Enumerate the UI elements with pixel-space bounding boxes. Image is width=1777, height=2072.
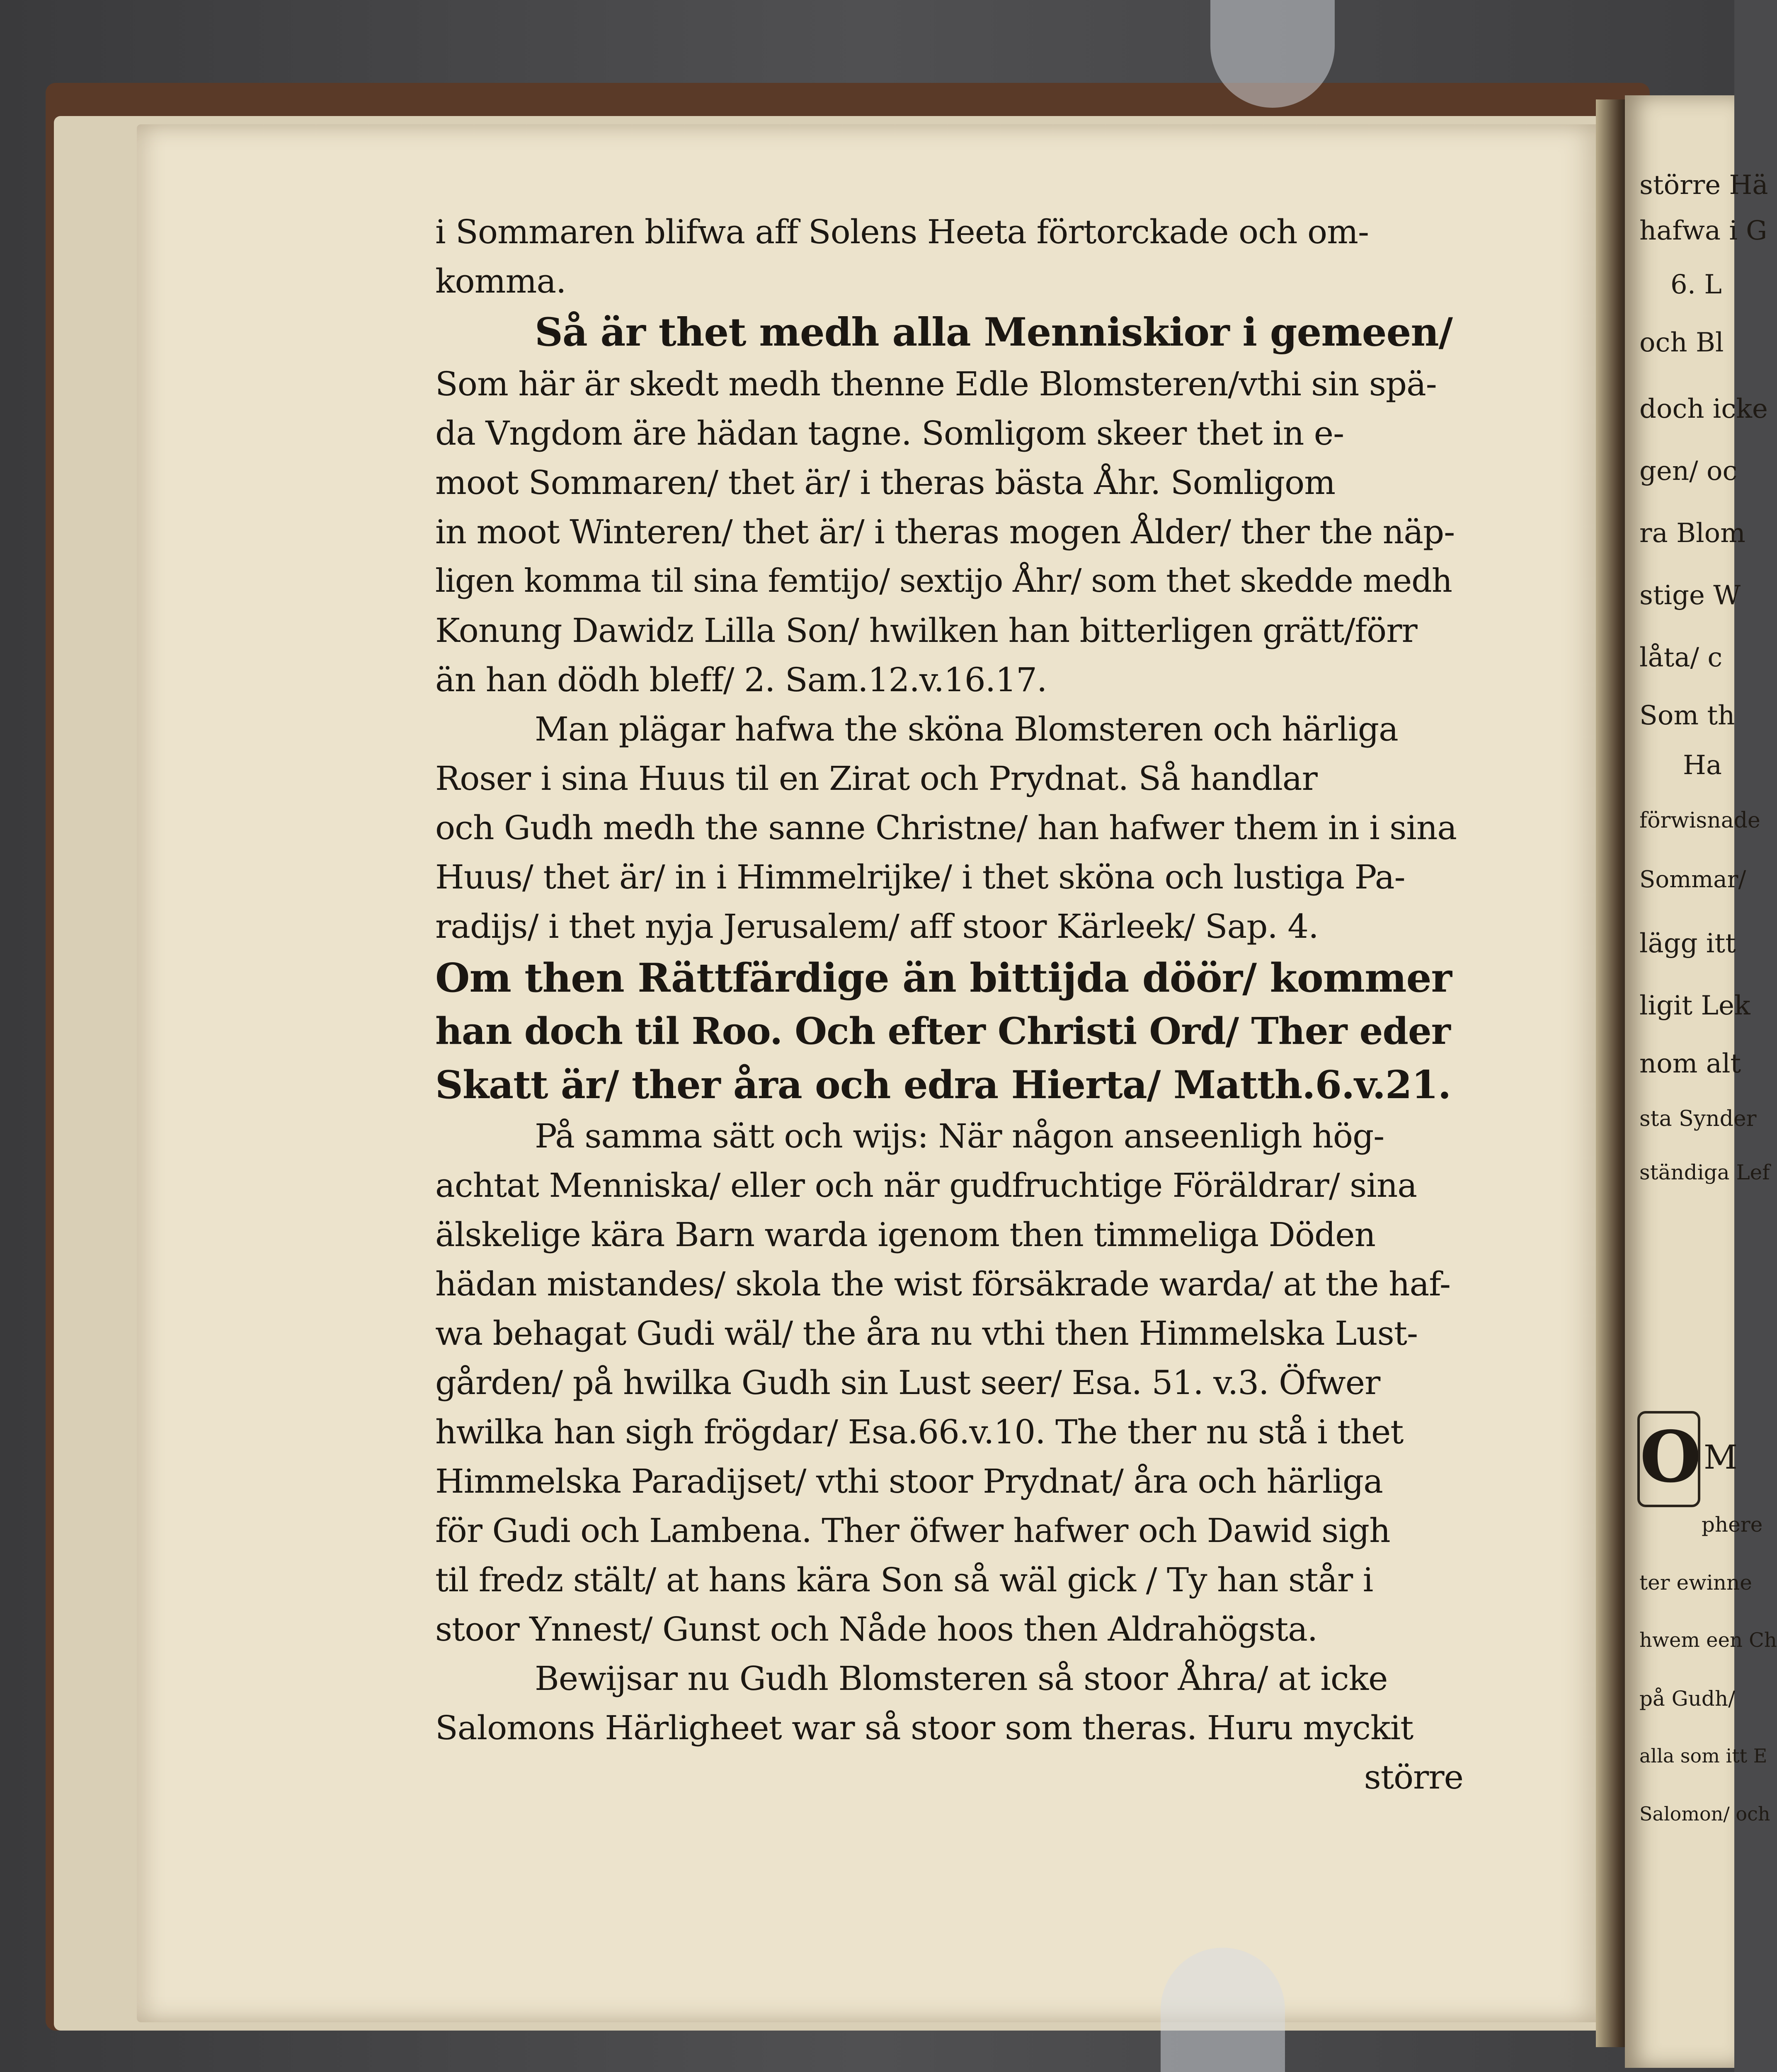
right-page-fragment: M [1704,1438,1738,1477]
text-line: han doch til Roo. Och efter Christi Ord/ Ther eder [435,1009,1450,1053]
text-line: gården/ på hwilka Gudh sin Lust seer/ Esa. 51. v.3. Öfwer [435,1363,1380,1402]
right-page-fragment: ligit Lek [1639,990,1750,1021]
catchword: större [1364,1758,1463,1796]
right-page-fragment: hafwa i G [1639,215,1767,246]
text-line: Roser i sina Huus til en Zirat och Prydnat. Så handlar [435,759,1317,798]
text-line: moot Sommaren/ thet är/ i theras bästa Åhr. Somligom [435,463,1336,502]
right-page-fragment: på Gudh/ [1639,1687,1735,1711]
right-page-fragment: stige W [1639,580,1741,611]
right-page-fragment: och Bl [1639,327,1724,358]
right-page-fragment: alla som itt E [1639,1745,1767,1767]
right-page-fragment: låta/ c [1639,642,1723,673]
right-page-fragment: Salomon/ och [1639,1803,1770,1825]
right-page-fragment: 6. L [1670,269,1722,300]
text-line: än han dödh bleff/ 2. Sam.12.v.16.17. [435,661,1047,699]
text-line: och Gudh medh the sanne Christne/ han hafwer them in i sina [435,808,1457,847]
right-page-fragment: nom alt [1639,1048,1741,1079]
text-line: Så är thet medh alla Menniskior i gemeen/ [535,310,1453,355]
text-line: stoor Ynnest/ Gunst och Nåde hoos then Aldrahögsta. [435,1610,1318,1648]
book-gutter [1596,99,1629,2047]
right-page-fragment: ter ewinne [1639,1571,1752,1595]
right-page-fragment: doch icke [1639,394,1768,424]
text-line: achtat Menniska/ eller och när gudfruchtige Föräldrar/ sina [435,1166,1417,1205]
right-page-fragment: sta Synder [1639,1106,1757,1131]
right-page-fragment: Sommar/ [1639,866,1746,893]
text-line: hädan mistandes/ skola the wist försäkrade warda/ at the haf- [435,1265,1451,1303]
text-line: Man plägar hafwa the sköna Blomsteren och härliga [535,710,1398,748]
text-line: Salomons Härligheet war så stoor som theras. Huru myckit [435,1709,1413,1747]
text-line: Skatt är/ ther åra och edra Hierta/ Matth.6.v.21. [435,1062,1451,1107]
right-page-fragment: Ha [1683,750,1722,781]
text-line: Himmelska Paradijset/ vthi stoor Prydnat/ åra och härliga [435,1462,1383,1501]
right-page-fragment: ständiga Lef [1639,1160,1770,1184]
text-line: til fredz stält/ at hans kära Son så wäl gick / Ty han står i [435,1561,1373,1599]
text-line: Huus/ thet är/ in i Himmelrijke/ i thet sköna och lustiga Pa- [435,858,1405,896]
page-text [435,207,1463,1802]
text-line: radijs/ i thet nyja Jerusalem/ aff stoor Kärleek/ Sap. 4. [435,907,1319,946]
text-line: för Gudi och Lambena. Ther öfwer hafwer och Dawid sigh [435,1511,1390,1550]
right-page-fragment: gen/ oc [1639,456,1738,487]
right-page-fragment: större Hä [1639,170,1768,201]
text-line: da Vngdom äre hädan tagne. Somligom skeer thet in e- [435,414,1344,453]
text-line: wa behagat Gudi wäl/ the åra nu vthi then Himmelska Lust- [435,1314,1418,1353]
text-line: i Sommaren blifwa aff Solens Heeta förtorckade och om- [435,213,1369,251]
right-page-fragment: förwisnade [1639,808,1760,833]
right-page [1625,95,1777,2068]
right-page-fragment: ra Blom [1639,518,1745,549]
right-page-fragment: lägg itt [1639,928,1736,959]
right-page-fragment: Som th [1639,700,1735,731]
text-line: Som här är skedt medh thenne Edle Blomsteren/vthi sin spä- [435,365,1437,403]
text-line: in moot Winteren/ thet är/ i theras mogen Ålder/ ther the näp- [435,513,1455,551]
text-line: På samma sätt och wijs: När någon anseenligh hög- [535,1117,1384,1155]
bottom-clip-tab [1161,1948,1285,2072]
decorated-initial: O [1637,1411,1700,1507]
text-line: ligen komma til sina femtijo/ sextijo Åhr/ som thet skedde medh [435,562,1452,600]
text-line: Konung Dawidz Lilla Son/ hwilken han bitterligen grätt/förr [435,611,1417,650]
text-line: Om then Rättfärdige än bittijda döör/ kommer [435,954,1452,1001]
text-line: hwilka han sigh frögdar/ Esa.66.v.10. The ther nu stå i thet [435,1413,1404,1451]
right-page-fragment: phere [1702,1513,1763,1537]
text-line: komma. [435,262,566,300]
text-line: Bewijsar nu Gudh Blomsteren så stoor Åhra/ at icke [535,1659,1388,1698]
text-line: älskelige kära Barn warda igenom then timmeliga Döden [435,1215,1376,1254]
right-page-fragment: hwem een Ch [1639,1629,1777,1652]
